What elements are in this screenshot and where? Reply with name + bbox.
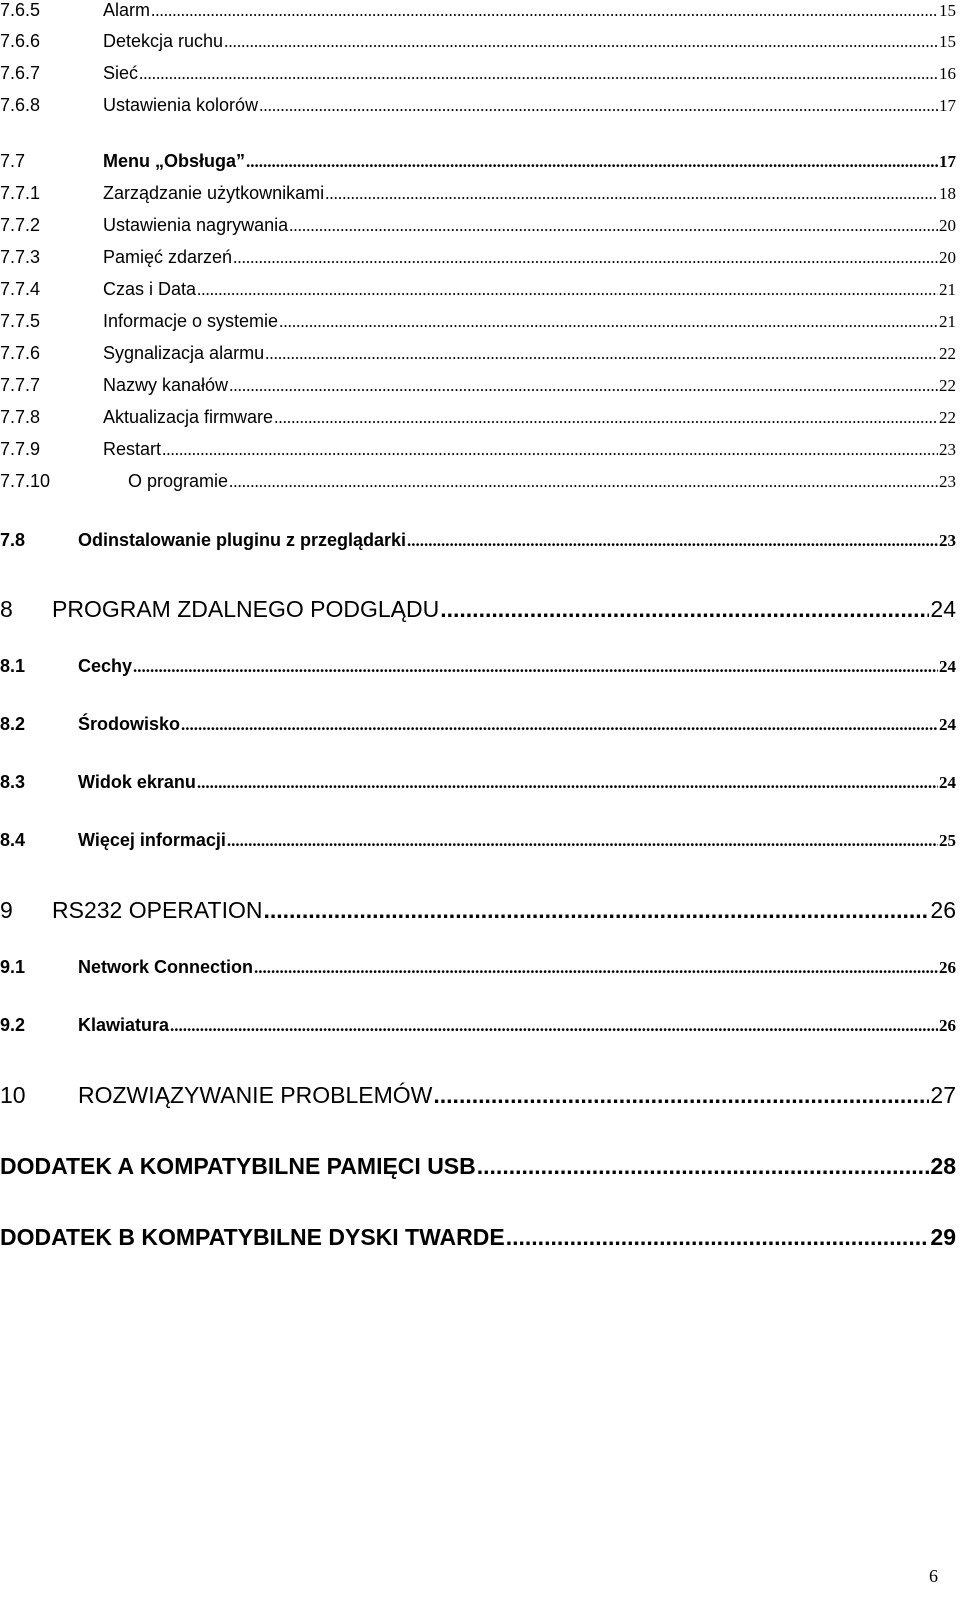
toc-entry-9-1[interactable] [0,957,956,978]
toc-entry-7-8[interactable] [0,530,956,551]
dot-leader [197,773,938,793]
toc-entry-number: 7.7.9 [0,439,41,459]
toc-entry-title: Ustawienia kolorów [103,95,259,115]
toc-entry-7-7-2[interactable] [0,215,956,236]
toc-entry-title: Zarządzanie użytkownikami [103,183,325,203]
dot-leader [181,715,938,735]
toc-entry-page: 21 [939,280,956,299]
toc-entry-title: Informacje o systemie [103,311,279,331]
toc-entry-page: 27 [930,1082,956,1108]
toc-entry-number: 8 [0,596,13,622]
toc-entry-number: 7.7.6 [0,343,41,363]
toc-entry-number: 9.1 [0,957,26,977]
toc-entry-7-7-10[interactable] [0,471,956,492]
dot-leader [233,248,938,268]
toc-entry-number: 7.6.6 [0,31,41,51]
toc-entry-page: 23 [939,440,956,459]
toc-entry-title: Aktualizacja firmware [103,407,274,427]
toc-entry-9-2[interactable] [0,1015,956,1036]
toc-entry-7-7-8[interactable] [0,407,956,428]
dot-leader [246,152,938,172]
dot-leader [477,1153,930,1180]
toc-entry-title: Nazwy kanałów [103,375,229,395]
dot-leader [133,657,938,677]
toc-entry-number: 7.7.10 [0,471,51,491]
toc-entry-number: 7.6.7 [0,63,41,83]
toc-entry-8-3[interactable] [0,772,956,793]
toc-entry-page: 15 [939,32,956,51]
toc-entry-8-4[interactable] [0,830,956,851]
toc-entry-appendix-b[interactable] [0,1224,956,1251]
toc-entry-page: 29 [930,1224,956,1250]
toc-entry-page: 17 [939,152,956,171]
toc-entry-title: Network Connection [78,957,254,977]
dot-leader [139,64,938,84]
toc-entry-7-6-8[interactable] [0,95,956,116]
toc-entry-number: 7.7.4 [0,279,41,299]
toc-entry-appendix-a[interactable] [0,1153,956,1180]
toc-entry-title: Czas i Data [103,279,197,299]
toc-entry-title: Klawiatura [78,1015,170,1035]
toc-entry-number: 7.7 [0,151,26,171]
page-number: 6 [929,1566,938,1586]
toc-entry-title: Pamięć zdarzeń [103,247,233,267]
toc-entry-7-6-5[interactable] [0,0,956,21]
toc-entry-7-7-5[interactable] [0,311,956,332]
dot-leader [170,1016,938,1036]
toc-entry-number: 7.7.5 [0,311,41,331]
toc-entry-7-7-1[interactable] [0,183,956,204]
toc-entry-number: 8.3 [0,772,26,792]
toc-entry-number: 8.1 [0,656,26,676]
dot-leader [440,596,929,623]
toc-entry-title: Menu „Obsługa” [103,151,246,171]
toc-entry-number: 7.6.5 [0,0,41,20]
toc-entry-number: 10 [0,1082,26,1108]
toc-entry-title: Więcej informacji [78,830,226,850]
toc-entry-page: 20 [939,248,956,267]
dot-leader [325,184,938,204]
toc-entry-7-7-4[interactable] [0,279,956,300]
dot-leader [265,344,938,364]
toc-entry-number: 7.7.7 [0,375,41,395]
toc-entry-title: Alarm [103,0,151,20]
dot-leader [197,280,938,300]
toc-entry-page: 24 [930,596,956,622]
dot-leader [254,958,938,978]
toc-entry-title: Ustawienia nagrywania [103,215,289,235]
toc-entry-page: 22 [939,408,956,427]
dot-leader [274,408,938,428]
toc-entry-title: Środowisko [78,714,181,734]
toc-entry-8-1[interactable] [0,656,956,677]
toc-entry-page: 20 [939,216,956,235]
toc-entry-7-7[interactable] [0,151,956,172]
toc-entry-9[interactable] [0,897,956,924]
dot-leader [229,376,938,396]
toc-entry-8[interactable] [0,596,956,623]
toc-entry-number: 7.8 [0,530,26,550]
toc-entry-8-2[interactable] [0,714,956,735]
toc-entry-page: 16 [939,64,956,83]
dot-leader [407,531,938,551]
toc-entry-7-6-7[interactable] [0,63,956,84]
toc-entry-number: 7.7.8 [0,407,41,427]
toc-entry-page: 21 [939,312,956,331]
toc-entry-page: 25 [939,831,956,850]
toc-entry-page: 22 [939,344,956,363]
toc-entry-number: 9.2 [0,1015,26,1035]
toc-entry-title: Widok ekranu [78,772,196,792]
dot-leader [227,831,938,851]
dot-leader [229,472,938,492]
toc-entry-title: ROZWIĄZYWANIE PROBLEMÓW [78,1082,433,1108]
toc-entry-page: 23 [939,472,956,491]
toc-entry-number: 9 [0,897,13,923]
toc-entry-10[interactable] [0,1082,956,1109]
toc-entry-title: Sygnalizacja alarmu [103,343,265,363]
toc-entry-page: 24 [939,773,956,792]
toc-entry-title: Restart [103,439,162,459]
dot-leader [433,1082,929,1109]
toc-entry-title: RS232 OPERATION [52,897,263,923]
toc-entry-7-7-7[interactable] [0,375,956,396]
toc-entry-title: DODATEK A KOMPATYBILNE PAMIĘCI USB [0,1153,476,1179]
toc-entry-number: 7.7.3 [0,247,41,267]
toc-entry-title: Sieć [103,63,139,83]
toc-entry-page: 17 [939,96,956,115]
toc-entry-number: 7.6.8 [0,95,41,115]
toc-entry-number: 8.2 [0,714,26,734]
toc-entry-7-6-6[interactable] [0,31,956,52]
toc-entry-number: 7.7.2 [0,215,41,235]
toc-entry-page: 15 [939,1,956,20]
toc-entry-page: 24 [939,715,956,734]
dot-leader [506,1224,930,1251]
toc-entry-page: 24 [939,657,956,676]
dot-leader [151,1,938,21]
toc-entry-7-7-3[interactable] [0,247,956,268]
toc-entry-page: 26 [939,958,956,977]
toc-entry-number: 8.4 [0,830,26,850]
toc-entry-number: 7.7.1 [0,183,41,203]
toc-entry-title: Odinstalowanie pluginu z przeglądarki [78,530,407,550]
toc-entry-page: 23 [939,531,956,550]
dot-leader [279,312,938,332]
dot-leader [289,216,938,236]
toc-entry-7-7-6[interactable] [0,343,956,364]
dot-leader [224,32,938,52]
toc-entry-page: 28 [930,1153,956,1179]
dot-leader [263,897,929,924]
toc-entry-page: 18 [939,184,956,203]
toc-entry-7-7-9[interactable] [0,439,956,460]
toc-entry-page: 26 [939,1016,956,1035]
toc-entry-title: PROGRAM ZDALNEGO PODGLĄDU [52,596,440,622]
toc-entry-title: Cechy [78,656,133,676]
toc-entry-title: O programie [128,471,229,491]
toc-entry-title: Detekcja ruchu [103,31,224,51]
toc-entry-page: 26 [930,897,956,923]
toc-entry-title: DODATEK B KOMPATYBILNE DYSKI TWARDE [0,1224,505,1250]
toc-entry-page: 22 [939,376,956,395]
dot-leader [259,96,938,116]
dot-leader [162,440,938,460]
